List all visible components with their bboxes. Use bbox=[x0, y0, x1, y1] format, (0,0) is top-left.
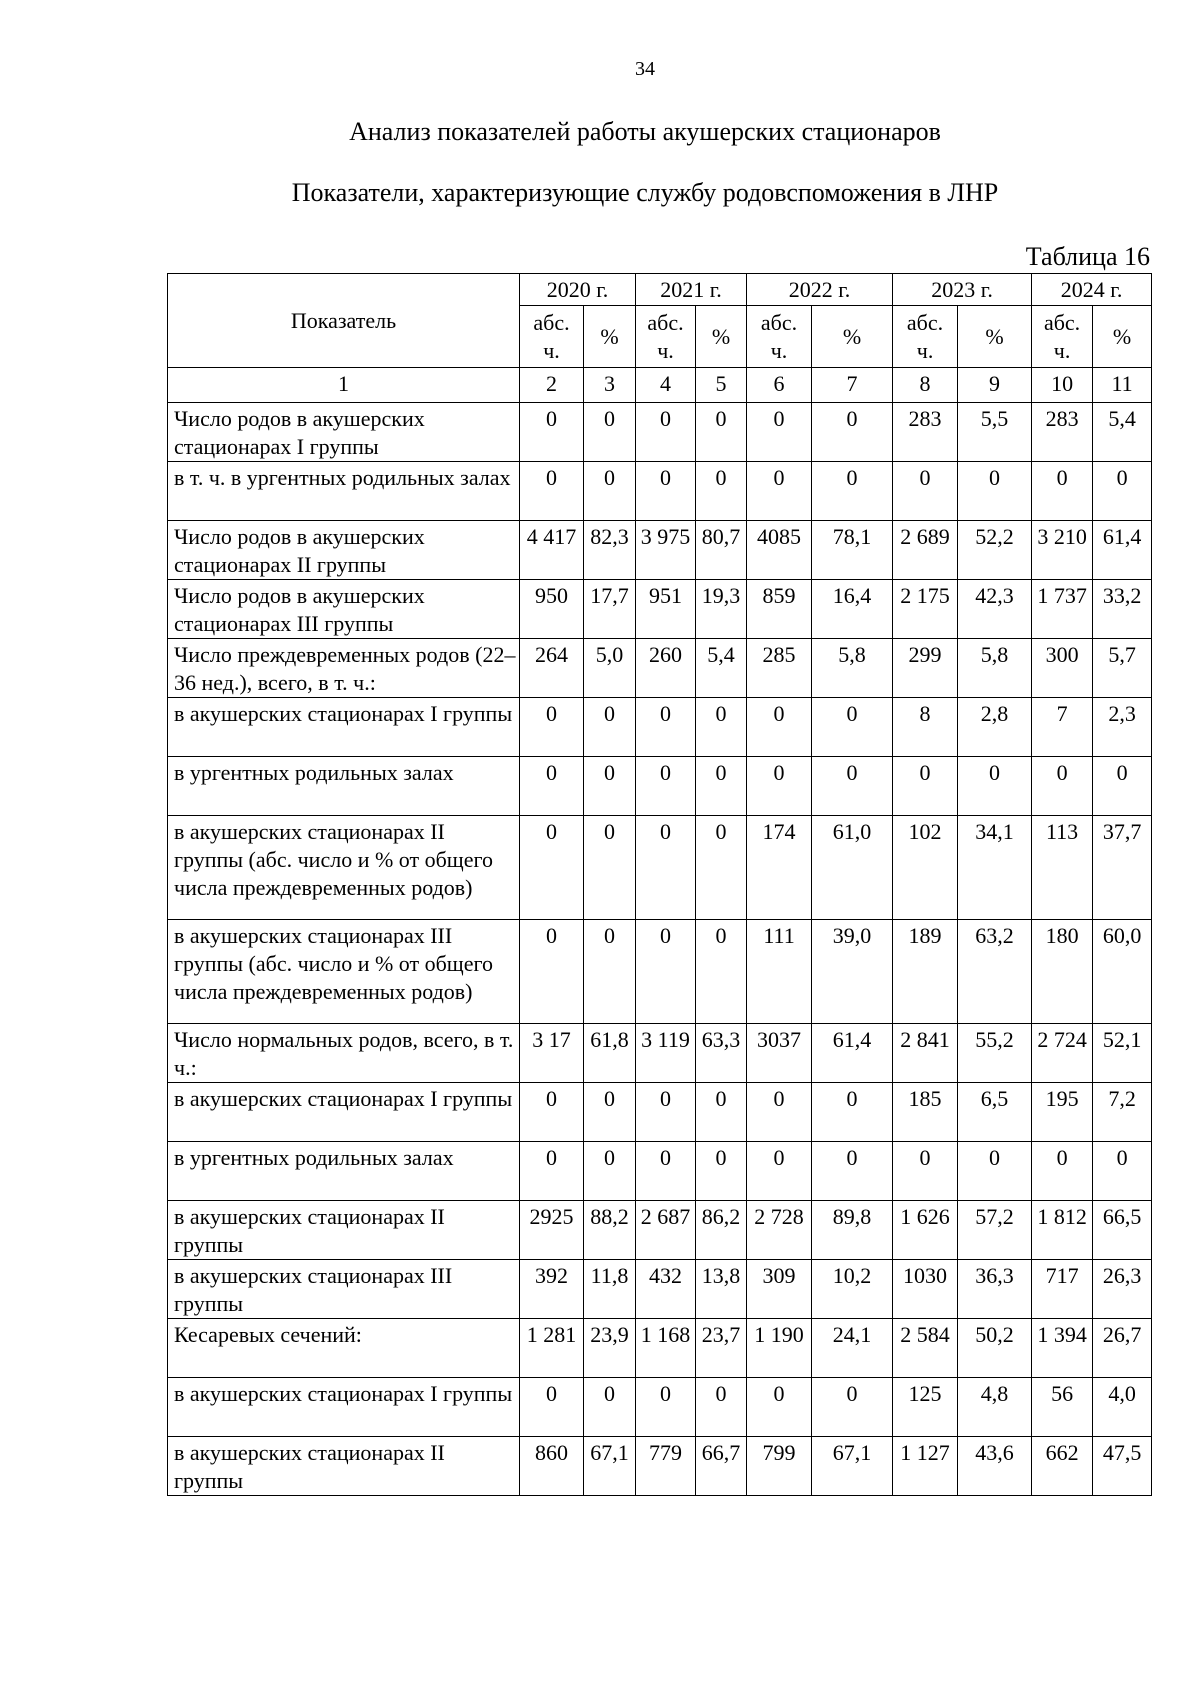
cell-pct: 0 bbox=[584, 757, 636, 816]
header-abs: абс. ч. bbox=[636, 306, 696, 368]
cell-abs: 2 728 bbox=[747, 1201, 812, 1260]
cell-abs: 0 bbox=[520, 920, 584, 1024]
cell-abs: 125 bbox=[893, 1378, 958, 1437]
cell-pct: 86,2 bbox=[696, 1201, 747, 1260]
cell-pct: 5,0 bbox=[584, 639, 636, 698]
cell-pct: 66,7 bbox=[696, 1437, 747, 1496]
cell-abs: 0 bbox=[747, 698, 812, 757]
header-year: 2024 г. bbox=[1032, 274, 1152, 306]
cell-abs: 0 bbox=[893, 757, 958, 816]
cell-pct: 39,0 bbox=[812, 920, 893, 1024]
cell-abs: 283 bbox=[1032, 403, 1093, 462]
cell-pct: 23,9 bbox=[584, 1319, 636, 1378]
cell-pct: 23,7 bbox=[696, 1319, 747, 1378]
table-row bbox=[168, 1319, 1152, 1378]
cell-pct: 33,2 bbox=[1093, 580, 1152, 639]
cell-pct: 0 bbox=[584, 403, 636, 462]
cell-pct: 47,5 bbox=[1093, 1437, 1152, 1496]
table-row bbox=[168, 1437, 1152, 1496]
cell-abs: 3 119 bbox=[636, 1024, 696, 1083]
cell-pct: 60,0 bbox=[1093, 920, 1152, 1024]
header-year: 2023 г. bbox=[893, 274, 1032, 306]
cell-pct: 2,8 bbox=[958, 698, 1032, 757]
row-label: Число родов в акушерских стационарах III группы bbox=[168, 580, 520, 639]
cell-pct: 26,3 bbox=[1093, 1260, 1152, 1319]
cell-abs: 2 724 bbox=[1032, 1024, 1093, 1083]
row-label: в акушерских стационарах II группы bbox=[168, 1201, 520, 1260]
cell-pct: 61,4 bbox=[812, 1024, 893, 1083]
table-row bbox=[168, 462, 1152, 521]
cell-abs: 0 bbox=[747, 1142, 812, 1201]
table-row bbox=[168, 639, 1152, 698]
cell-abs: 3037 bbox=[747, 1024, 812, 1083]
cell-abs: 285 bbox=[747, 639, 812, 698]
cell-pct: 0 bbox=[812, 403, 893, 462]
cell-abs: 7 bbox=[1032, 698, 1093, 757]
cell-abs: 0 bbox=[636, 816, 696, 920]
cell-pct: 0 bbox=[584, 1083, 636, 1142]
cell-abs: 0 bbox=[747, 1378, 812, 1437]
cell-abs: 0 bbox=[893, 462, 958, 521]
table-row bbox=[168, 698, 1152, 757]
cell-abs: 0 bbox=[636, 757, 696, 816]
table-row bbox=[168, 1024, 1152, 1083]
cell-abs: 299 bbox=[893, 639, 958, 698]
cell-abs: 113 bbox=[1032, 816, 1093, 920]
cell-pct: 89,8 bbox=[812, 1201, 893, 1260]
cell-abs: 0 bbox=[520, 1142, 584, 1201]
cell-pct: 0 bbox=[812, 1378, 893, 1437]
cell-pct: 61,4 bbox=[1093, 521, 1152, 580]
cell-pct: 61,8 bbox=[584, 1024, 636, 1083]
cell-abs: 2 687 bbox=[636, 1201, 696, 1260]
cell-pct: 0 bbox=[584, 1378, 636, 1437]
cell-pct: 0 bbox=[696, 757, 747, 816]
table-row bbox=[168, 403, 1152, 462]
document-title: Анализ показателей работы акушерских стационаров bbox=[349, 117, 941, 146]
table-row bbox=[168, 816, 1152, 920]
cell-abs: 260 bbox=[636, 639, 696, 698]
column-number: 4 bbox=[636, 368, 696, 403]
cell-pct: 52,2 bbox=[958, 521, 1032, 580]
cell-abs: 0 bbox=[747, 462, 812, 521]
cell-abs: 951 bbox=[636, 580, 696, 639]
header-year: 2022 г. bbox=[747, 274, 893, 306]
cell-pct: 57,2 bbox=[958, 1201, 1032, 1260]
cell-pct: 5,8 bbox=[958, 639, 1032, 698]
table-row bbox=[168, 757, 1152, 816]
table-row bbox=[168, 521, 1152, 580]
cell-pct: 16,4 bbox=[812, 580, 893, 639]
row-label: в акушерских стационарах II группы bbox=[168, 1437, 520, 1496]
cell-abs: 309 bbox=[747, 1260, 812, 1319]
header-pct: % bbox=[812, 306, 893, 368]
cell-pct: 0 bbox=[696, 1142, 747, 1201]
cell-abs: 0 bbox=[1032, 462, 1093, 521]
cell-pct: 10,2 bbox=[812, 1260, 893, 1319]
cell-pct: 0 bbox=[584, 1142, 636, 1201]
cell-abs: 0 bbox=[636, 920, 696, 1024]
cell-pct: 0 bbox=[696, 816, 747, 920]
cell-pct: 61,0 bbox=[812, 816, 893, 920]
cell-abs: 111 bbox=[747, 920, 812, 1024]
cell-pct: 4,8 bbox=[958, 1378, 1032, 1437]
cell-abs: 0 bbox=[520, 1378, 584, 1437]
cell-abs: 0 bbox=[520, 698, 584, 757]
column-number: 10 bbox=[1032, 368, 1093, 403]
cell-abs: 392 bbox=[520, 1260, 584, 1319]
row-label: в ургентных родильных залах bbox=[168, 757, 520, 816]
cell-pct: 5,4 bbox=[696, 639, 747, 698]
cell-pct: 26,7 bbox=[1093, 1319, 1152, 1378]
cell-pct: 63,3 bbox=[696, 1024, 747, 1083]
cell-abs: 779 bbox=[636, 1437, 696, 1496]
cell-pct: 0 bbox=[1093, 462, 1152, 521]
header-indicator: Показатель bbox=[168, 274, 520, 368]
cell-pct: 0 bbox=[812, 462, 893, 521]
cell-abs: 8 bbox=[893, 698, 958, 757]
cell-pct: 78,1 bbox=[812, 521, 893, 580]
column-number: 1 bbox=[168, 368, 520, 403]
column-number: 2 bbox=[520, 368, 584, 403]
page-number: 34 bbox=[635, 58, 655, 80]
cell-abs: 102 bbox=[893, 816, 958, 920]
data-table bbox=[167, 273, 1152, 1496]
cell-pct: 0 bbox=[696, 698, 747, 757]
cell-pct: 37,7 bbox=[1093, 816, 1152, 920]
cell-abs: 189 bbox=[893, 920, 958, 1024]
cell-abs: 662 bbox=[1032, 1437, 1093, 1496]
row-label: в акушерских стационарах I группы bbox=[168, 1083, 520, 1142]
cell-pct: 0 bbox=[696, 1378, 747, 1437]
header-pct: % bbox=[584, 306, 636, 368]
cell-abs: 1 394 bbox=[1032, 1319, 1093, 1378]
cell-pct: 17,7 bbox=[584, 580, 636, 639]
cell-abs: 1 281 bbox=[520, 1319, 584, 1378]
header-abs: абс. ч. bbox=[1032, 306, 1093, 368]
cell-abs: 0 bbox=[520, 757, 584, 816]
cell-pct: 5,8 bbox=[812, 639, 893, 698]
header-year: 2020 г. bbox=[520, 274, 636, 306]
cell-abs: 0 bbox=[636, 1142, 696, 1201]
column-number: 7 bbox=[812, 368, 893, 403]
row-label: в акушерских стационарах III группы bbox=[168, 1260, 520, 1319]
table-label: Таблица 16 bbox=[1025, 242, 1150, 271]
cell-abs: 0 bbox=[636, 403, 696, 462]
cell-pct: 13,8 bbox=[696, 1260, 747, 1319]
cell-pct: 0 bbox=[696, 920, 747, 1024]
row-label: Число преждевременных родов (22–36 нед.), всего, в т. ч.: bbox=[168, 639, 520, 698]
cell-pct: 36,3 bbox=[958, 1260, 1032, 1319]
cell-abs: 1 626 bbox=[893, 1201, 958, 1260]
cell-abs: 0 bbox=[747, 757, 812, 816]
cell-pct: 80,7 bbox=[696, 521, 747, 580]
cell-abs: 859 bbox=[747, 580, 812, 639]
cell-abs: 1 168 bbox=[636, 1319, 696, 1378]
cell-pct: 0 bbox=[812, 1083, 893, 1142]
cell-abs: 0 bbox=[747, 403, 812, 462]
row-label: Число родов в акушерских стационарах I группы bbox=[168, 403, 520, 462]
cell-abs: 799 bbox=[747, 1437, 812, 1496]
cell-pct: 11,8 bbox=[584, 1260, 636, 1319]
cell-abs: 1 812 bbox=[1032, 1201, 1093, 1260]
cell-pct: 88,2 bbox=[584, 1201, 636, 1260]
cell-pct: 52,1 bbox=[1093, 1024, 1152, 1083]
cell-abs: 0 bbox=[636, 1378, 696, 1437]
cell-abs: 0 bbox=[636, 698, 696, 757]
header-abs: абс. ч. bbox=[520, 306, 584, 368]
cell-abs: 0 bbox=[893, 1142, 958, 1201]
cell-pct: 42,3 bbox=[958, 580, 1032, 639]
cell-pct: 43,6 bbox=[958, 1437, 1032, 1496]
table-row bbox=[168, 1201, 1152, 1260]
cell-pct: 0 bbox=[696, 1083, 747, 1142]
row-label: в акушерских стационарах II группы (абс. число и % от общего числа преждевременных родов) bbox=[168, 816, 520, 920]
cell-pct: 19,3 bbox=[696, 580, 747, 639]
row-label: в т. ч. в ургентных родильных залах bbox=[168, 462, 520, 521]
header-pct: % bbox=[696, 306, 747, 368]
cell-abs: 0 bbox=[520, 462, 584, 521]
cell-pct: 0 bbox=[696, 462, 747, 521]
column-number: 9 bbox=[958, 368, 1032, 403]
cell-pct: 0 bbox=[958, 1142, 1032, 1201]
cell-abs: 174 bbox=[747, 816, 812, 920]
cell-pct: 82,3 bbox=[584, 521, 636, 580]
cell-abs: 2 175 bbox=[893, 580, 958, 639]
header-abs: абс. ч. bbox=[747, 306, 812, 368]
row-label: в акушерских стационарах I группы bbox=[168, 1378, 520, 1437]
column-number: 5 bbox=[696, 368, 747, 403]
cell-abs: 2 841 bbox=[893, 1024, 958, 1083]
cell-pct: 0 bbox=[812, 1142, 893, 1201]
row-label: Число родов в акушерских стационарах II группы bbox=[168, 521, 520, 580]
cell-pct: 0 bbox=[812, 757, 893, 816]
cell-pct: 34,1 bbox=[958, 816, 1032, 920]
cell-pct: 0 bbox=[584, 698, 636, 757]
cell-pct: 5,4 bbox=[1093, 403, 1152, 462]
row-label: в акушерских стационарах I группы bbox=[168, 698, 520, 757]
column-number: 6 bbox=[747, 368, 812, 403]
cell-pct: 55,2 bbox=[958, 1024, 1032, 1083]
header-pct: % bbox=[958, 306, 1032, 368]
cell-abs: 3 975 bbox=[636, 521, 696, 580]
cell-abs: 180 bbox=[1032, 920, 1093, 1024]
header-abs: абс. ч. bbox=[893, 306, 958, 368]
cell-abs: 0 bbox=[636, 1083, 696, 1142]
row-label: Кесаревых сечений: bbox=[168, 1319, 520, 1378]
cell-pct: 0 bbox=[584, 462, 636, 521]
cell-abs: 195 bbox=[1032, 1083, 1093, 1142]
cell-pct: 50,2 bbox=[958, 1319, 1032, 1378]
cell-abs: 0 bbox=[520, 1083, 584, 1142]
table-row bbox=[168, 1083, 1152, 1142]
cell-abs: 300 bbox=[1032, 639, 1093, 698]
cell-abs: 1030 bbox=[893, 1260, 958, 1319]
cell-abs: 2 689 bbox=[893, 521, 958, 580]
table-row bbox=[168, 1142, 1152, 1201]
cell-abs: 717 bbox=[1032, 1260, 1093, 1319]
cell-abs: 4085 bbox=[747, 521, 812, 580]
table-row bbox=[168, 580, 1152, 639]
cell-pct: 5,7 bbox=[1093, 639, 1152, 698]
cell-pct: 0 bbox=[696, 403, 747, 462]
table-row bbox=[168, 1260, 1152, 1319]
cell-abs: 3 210 bbox=[1032, 521, 1093, 580]
cell-pct: 6,5 bbox=[958, 1083, 1032, 1142]
cell-pct: 0 bbox=[958, 462, 1032, 521]
cell-pct: 7,2 bbox=[1093, 1083, 1152, 1142]
cell-abs: 2 584 bbox=[893, 1319, 958, 1378]
cell-abs: 0 bbox=[520, 403, 584, 462]
cell-pct: 0 bbox=[812, 698, 893, 757]
cell-pct: 4,0 bbox=[1093, 1378, 1152, 1437]
cell-abs: 4 417 bbox=[520, 521, 584, 580]
table-row bbox=[168, 920, 1152, 1024]
cell-abs: 860 bbox=[520, 1437, 584, 1496]
cell-abs: 2925 bbox=[520, 1201, 584, 1260]
cell-abs: 0 bbox=[520, 816, 584, 920]
cell-pct: 0 bbox=[958, 757, 1032, 816]
cell-abs: 0 bbox=[1032, 757, 1093, 816]
row-label: в акушерских стационарах III группы (абс. число и % от общего числа преждевременных родов) bbox=[168, 920, 520, 1024]
cell-pct: 24,1 bbox=[812, 1319, 893, 1378]
cell-abs: 0 bbox=[636, 462, 696, 521]
cell-abs: 3 17 bbox=[520, 1024, 584, 1083]
table-row bbox=[168, 1378, 1152, 1437]
cell-pct: 0 bbox=[584, 816, 636, 920]
table-subtitle: Показатели, характеризующие службу родовспоможения в ЛНР bbox=[291, 178, 999, 207]
cell-pct: 0 bbox=[1093, 1142, 1152, 1201]
column-number: 11 bbox=[1093, 368, 1152, 403]
cell-pct: 0 bbox=[1093, 757, 1152, 816]
row-label: в ургентных родильных залах bbox=[168, 1142, 520, 1201]
cell-pct: 0 bbox=[584, 920, 636, 1024]
cell-abs: 185 bbox=[893, 1083, 958, 1142]
column-number: 8 bbox=[893, 368, 958, 403]
cell-abs: 56 bbox=[1032, 1378, 1093, 1437]
cell-abs: 1 737 bbox=[1032, 580, 1093, 639]
cell-abs: 283 bbox=[893, 403, 958, 462]
cell-pct: 5,5 bbox=[958, 403, 1032, 462]
cell-abs: 432 bbox=[636, 1260, 696, 1319]
cell-abs: 1 190 bbox=[747, 1319, 812, 1378]
cell-abs: 0 bbox=[747, 1083, 812, 1142]
cell-pct: 63,2 bbox=[958, 920, 1032, 1024]
header-pct: % bbox=[1093, 306, 1152, 368]
cell-abs: 0 bbox=[1032, 1142, 1093, 1201]
header-year: 2021 г. bbox=[636, 274, 747, 306]
cell-abs: 264 bbox=[520, 639, 584, 698]
cell-pct: 67,1 bbox=[812, 1437, 893, 1496]
cell-abs: 1 127 bbox=[893, 1437, 958, 1496]
cell-pct: 2,3 bbox=[1093, 698, 1152, 757]
column-number-row bbox=[168, 368, 1152, 403]
row-label: Число нормальных родов, всего, в т. ч.: bbox=[168, 1024, 520, 1083]
column-number: 3 bbox=[584, 368, 636, 403]
cell-pct: 66,5 bbox=[1093, 1201, 1152, 1260]
cell-pct: 67,1 bbox=[584, 1437, 636, 1496]
cell-abs: 950 bbox=[520, 580, 584, 639]
